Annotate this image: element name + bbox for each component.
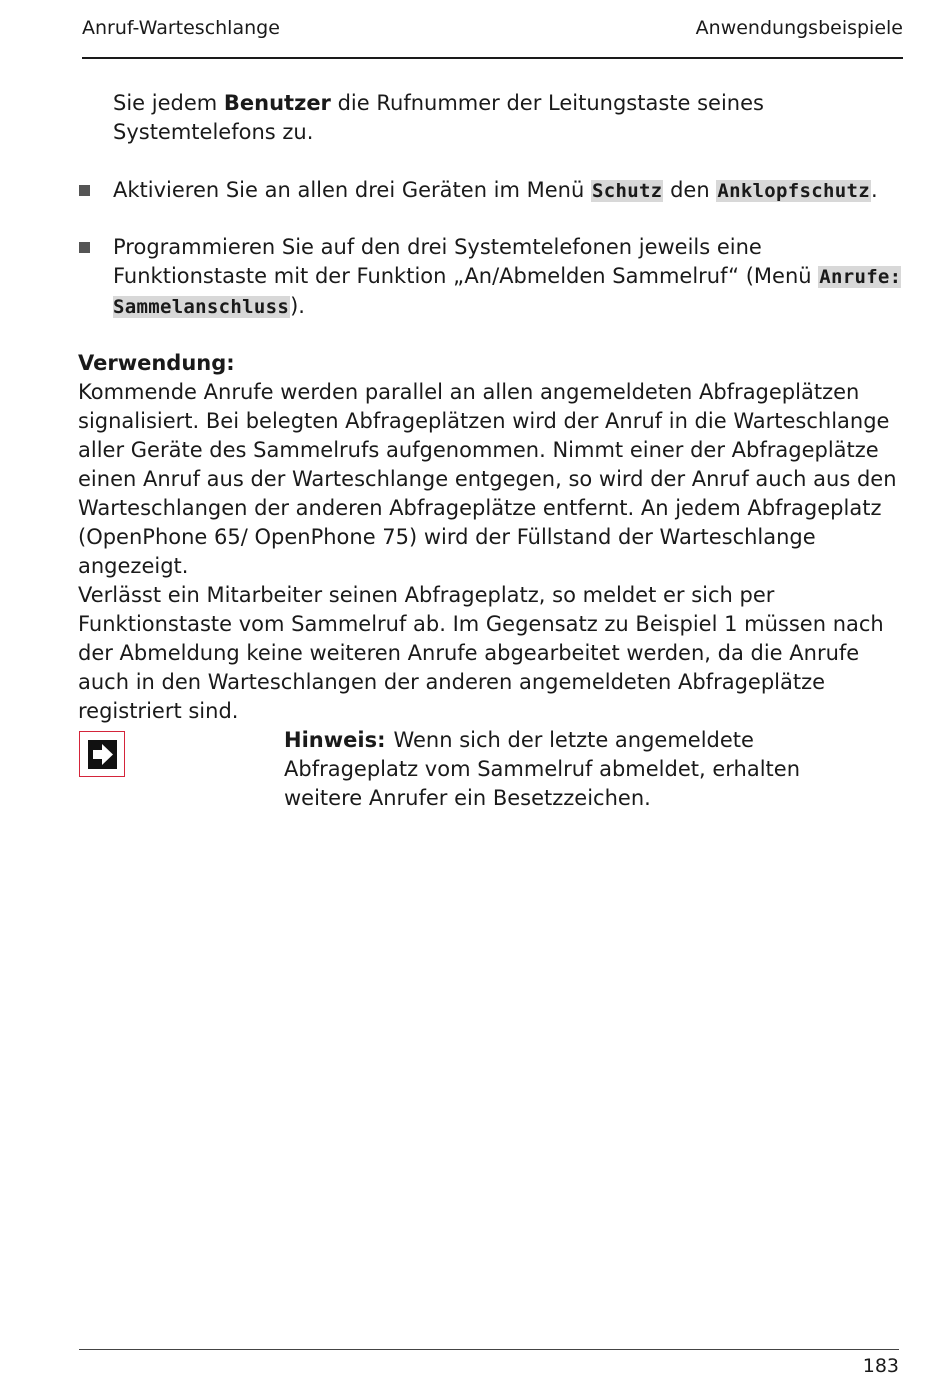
list-item: Aktivieren Sie an allen drei Geräten im Menü Schutz den Anklopfschutz. [113, 178, 878, 202]
intro-continuation: Sie jedem Benutzer die Rufnummer der Leitungstaste seines Systemtelefons zu. [113, 91, 764, 144]
bullet-marker [79, 185, 90, 196]
note-icon-frame [79, 731, 125, 777]
note-text: Wenn sich der letzte angemeldete Abfrageplatz vom Sammelruf abmeldet, erhalten weitere Anrufer ein Besetzzeichen. [284, 728, 800, 810]
note-label: Hinweis: [284, 728, 386, 752]
section-title: Anwendungsbeispiele [695, 17, 903, 39]
usage-paragraph: Verlässt ein Mitarbeiter seinen Abfrageplatz, so meldet er sich per Funktionstaste vom Sammelruf ab. Im Gegensatz zu Beispiel 1 müssen nach der Abmeldung keine weiteren Anrufe abgearbeitet werden, da die Anrufe auch in den Warteschlangen der anderen angemeldeten Abfrageplätze registriert sind. [78, 583, 884, 723]
arrow-right-icon [80, 732, 126, 778]
page-header [82, 14, 903, 42]
note-box [284, 726, 884, 813]
menu-code: Anklopfschutz [717, 180, 870, 202]
usage-paragraph: Kommende Anrufe werden parallel an allen angemeldeten Abfrageplätzen signalisiert. Bei belegten Abfrageplätzen wird der Anruf in die Warteschlange aller Geräte des Sammelrufs aufgenommen. Nimmt einer der Abfrageplätze einen Anruf aus der Warteschlange entgegen, so wird der Anruf auch aus den Warteschlangen der anderen Abfrageplätze entfernt. An jedem Abfrageplatz (OpenPhone 65/ OpenPhone 75) wird der Füllstand der Warteschlange angezeigt. [78, 380, 897, 578]
menu-code: Schutz [591, 180, 663, 202]
list-item: Programmieren Sie auf den drei Systemtelefonen jeweils eine Funktionstaste mit der Funktion „An/Abmelden Sammelruf“ (Menü Anrufe: Sammelanschluss). [113, 235, 902, 318]
bullet-marker [79, 242, 90, 253]
footer-divider [79, 1349, 899, 1350]
chapter-title: Anruf-Warteschlange [82, 17, 280, 39]
page-number: 183 [862, 1355, 899, 1377]
header-divider [82, 57, 903, 59]
menu-code: Anrufe: Sammelanschluss [113, 266, 902, 318]
user-term: Benutzer [223, 91, 331, 115]
usage-heading: Verwendung: [78, 351, 235, 375]
